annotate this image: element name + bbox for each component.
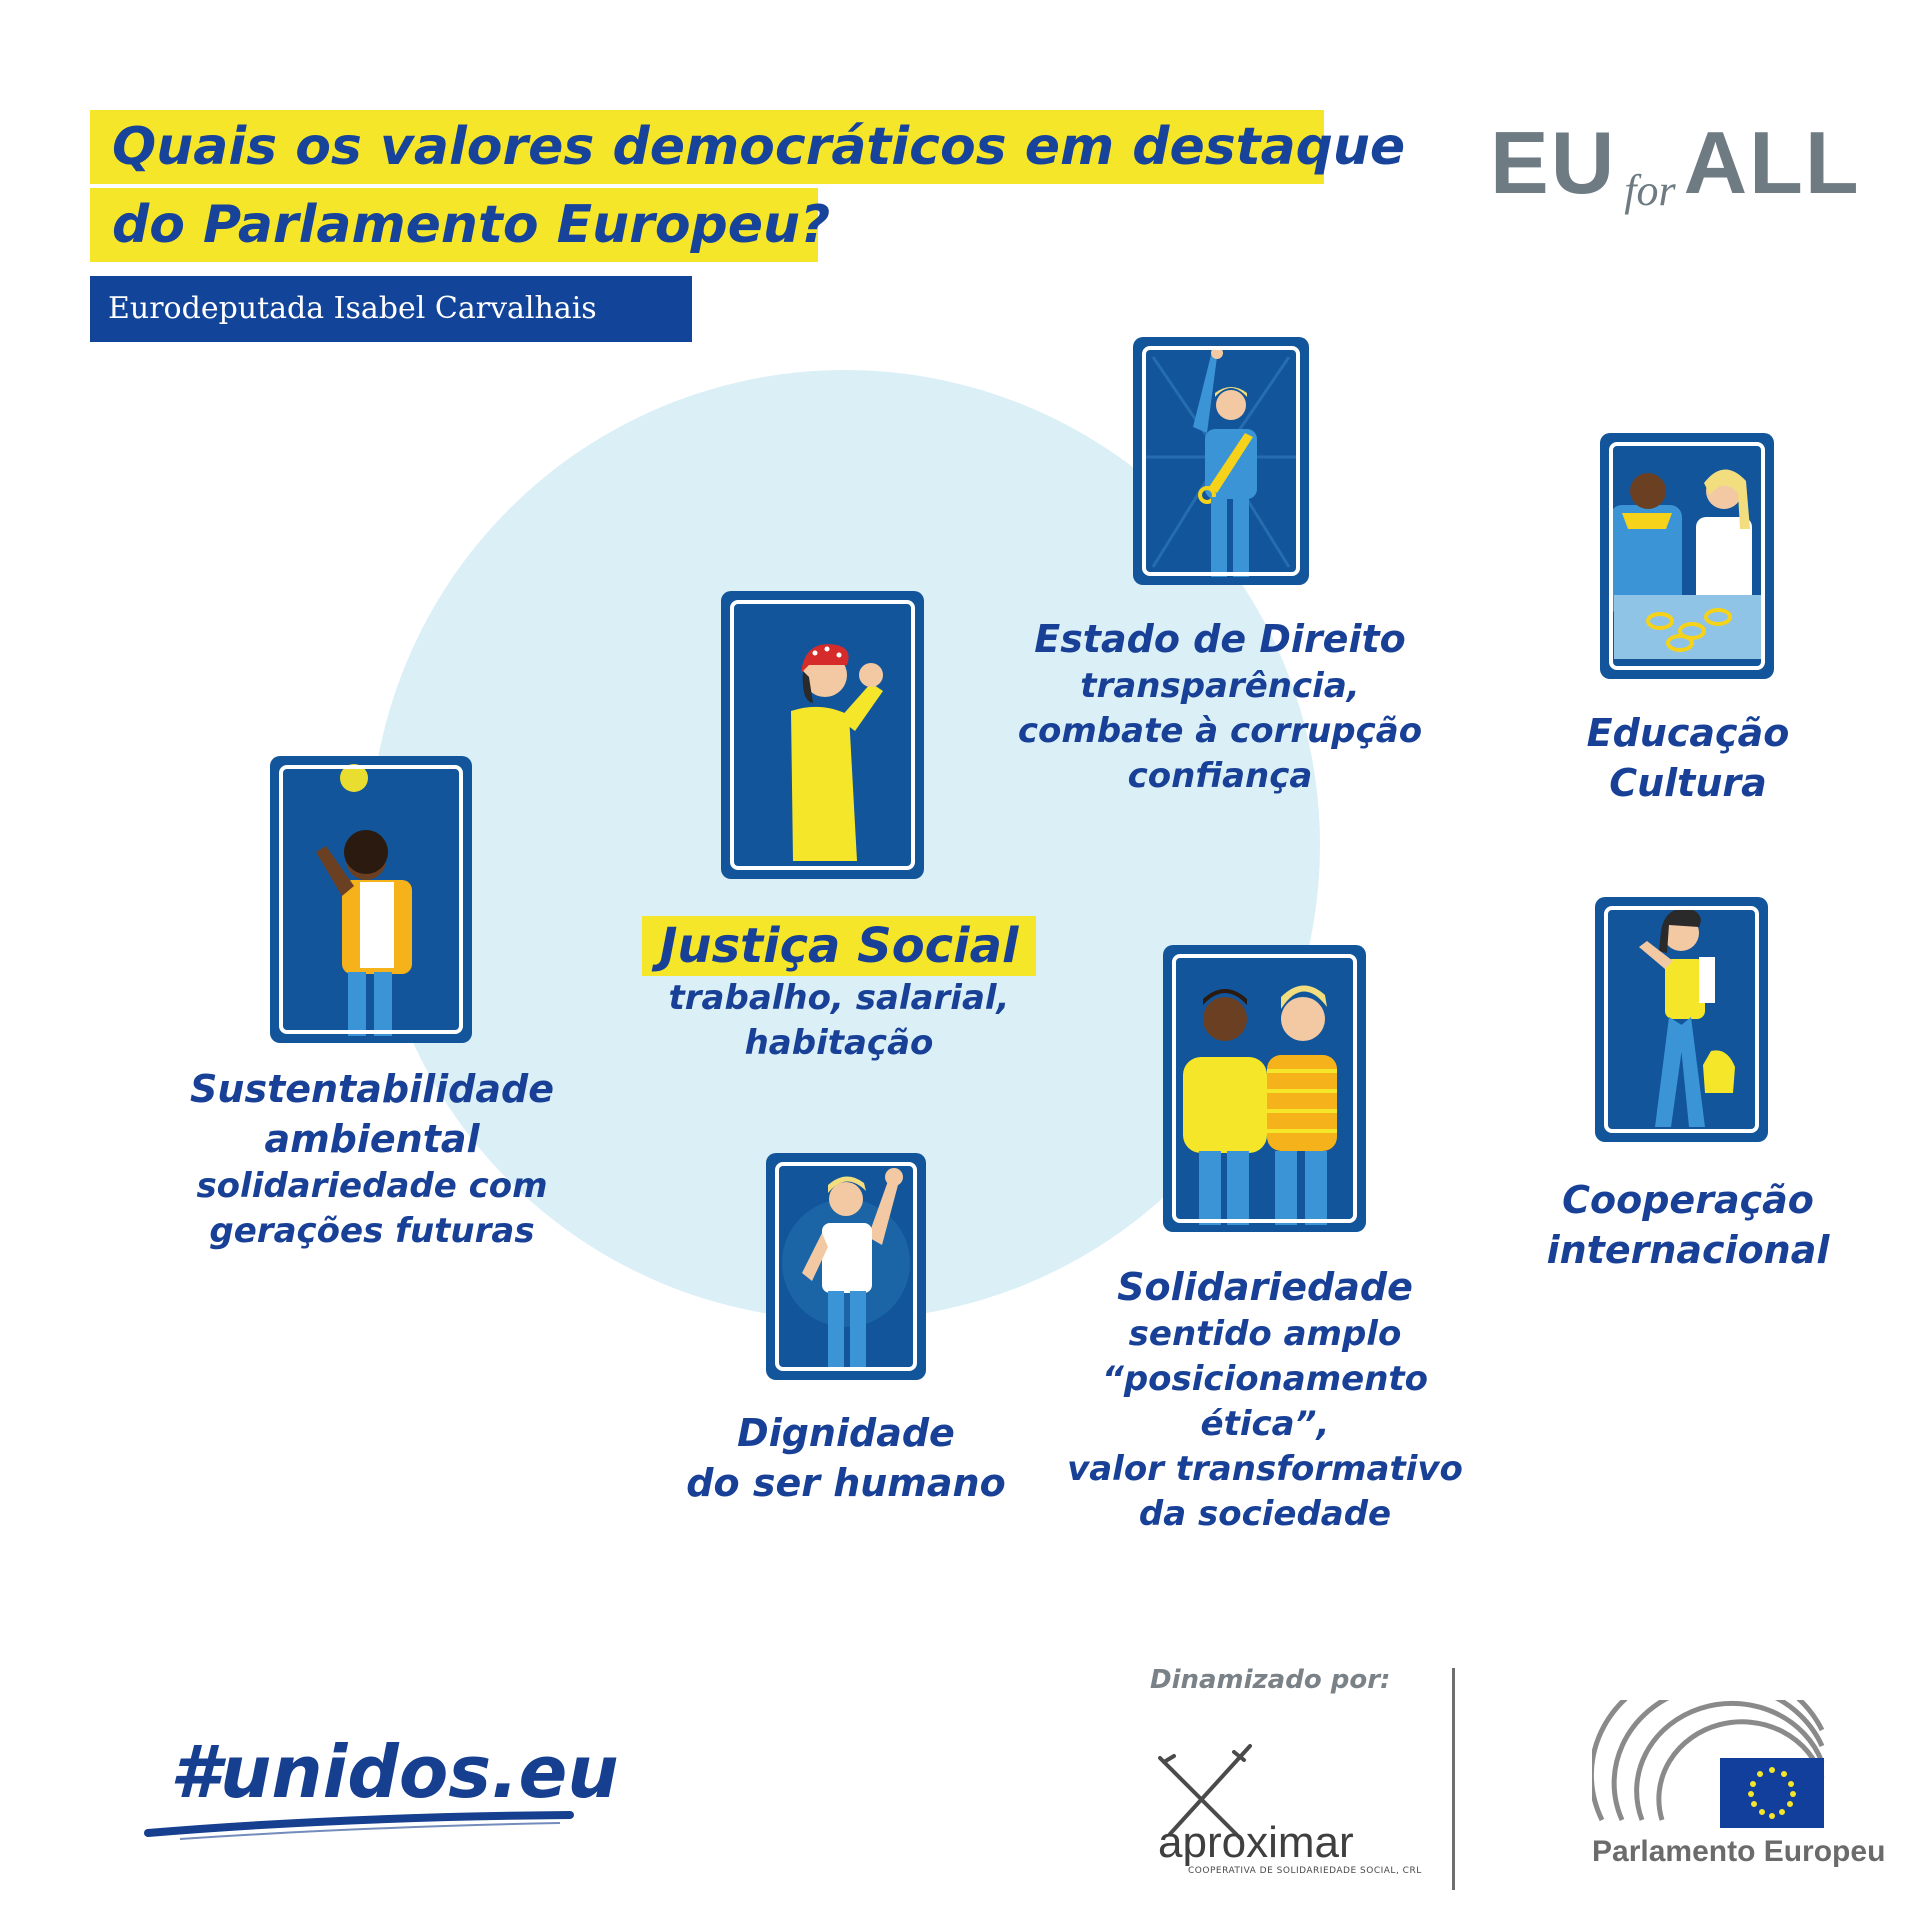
parlamento-europeu-name: Parlamento Europeu [1592,1835,1886,1868]
logo-eu: EU [1490,113,1617,212]
card-solidariedade [1163,945,1366,1232]
label-dignidade [660,1408,1032,1508]
solidariedade-line-1: sentido amplo [1128,1314,1402,1354]
estado-line-1: transparência, [1080,666,1360,706]
label-cooperacao [1500,1175,1876,1275]
label-educacao [1500,708,1876,808]
justica-line-2: habitação [744,1023,934,1063]
card-estado-direito [1133,337,1309,585]
estado-line-3: confiança [1127,756,1313,796]
sustentabilidade-title-2: ambiental [264,1117,480,1161]
eu-for-all-logo [1490,112,1861,215]
parliament-hemicycle-icon [1592,1700,1832,1830]
card-cooperacao [1595,897,1768,1142]
solidariedade-line-4: valor transformativo [1067,1449,1463,1489]
card-justica-social [721,591,924,879]
cooperacao-line-2: internacional [1546,1228,1830,1272]
card-educacao [1600,433,1774,679]
label-sustentabilidade [150,1064,594,1254]
label-justica-social [604,916,1074,1066]
hashtag-underline [140,1805,580,1845]
dignidade-line-1: Dignidade [737,1411,955,1455]
aproximar-name: aproximar [1158,1818,1354,1867]
dinamizado-label: Dinamizado por: [1150,1665,1391,1695]
subtitle: Eurodeputada Isabel Carvalhais [90,276,692,342]
label-estado-direito [1010,614,1430,799]
card-dignidade [766,1153,926,1380]
estado-title: Estado de Direito [1034,617,1406,661]
solidariedade-line-5: da sociedade [1138,1494,1392,1534]
logo-for: for [1624,166,1676,215]
sustentabilidade-title-1: Sustentabilidade [190,1067,554,1111]
footer-divider [1452,1668,1455,1890]
cooperacao-line-1: Cooperação [1562,1178,1814,1222]
educacao-line-1: Educação [1586,711,1790,755]
aproximar-subtitle: COOPERATIVA DE SOLIDARIEDADE SOCIAL, CRL [1188,1866,1422,1876]
educacao-line-2: Cultura [1609,761,1767,805]
solidariedade-line-3: ética”, [1200,1404,1330,1444]
sustentabilidade-line-2: gerações futuras [209,1211,535,1251]
justica-line-1: trabalho, salarial, [668,978,1010,1018]
estado-line-2: combate à corrupção [1017,711,1423,751]
dignidade-line-2: do ser humano [686,1461,1006,1505]
title-line-2: do Parlamento Europeu? [90,188,818,262]
logo-all: ALL [1683,113,1861,212]
solidariedade-line-2: “posicionamento [1101,1359,1429,1399]
justica-title: Justiça Social [642,916,1037,976]
card-sustentabilidade [270,756,472,1043]
title-line-1: Quais os valores democráticos em destaque [90,110,1324,184]
hashtag: #unidos.eu [170,1730,619,1814]
solidariedade-title: Solidariedade [1117,1265,1413,1309]
sustentabilidade-line-1: solidariedade com [196,1166,548,1206]
label-solidariedade [1040,1262,1490,1537]
